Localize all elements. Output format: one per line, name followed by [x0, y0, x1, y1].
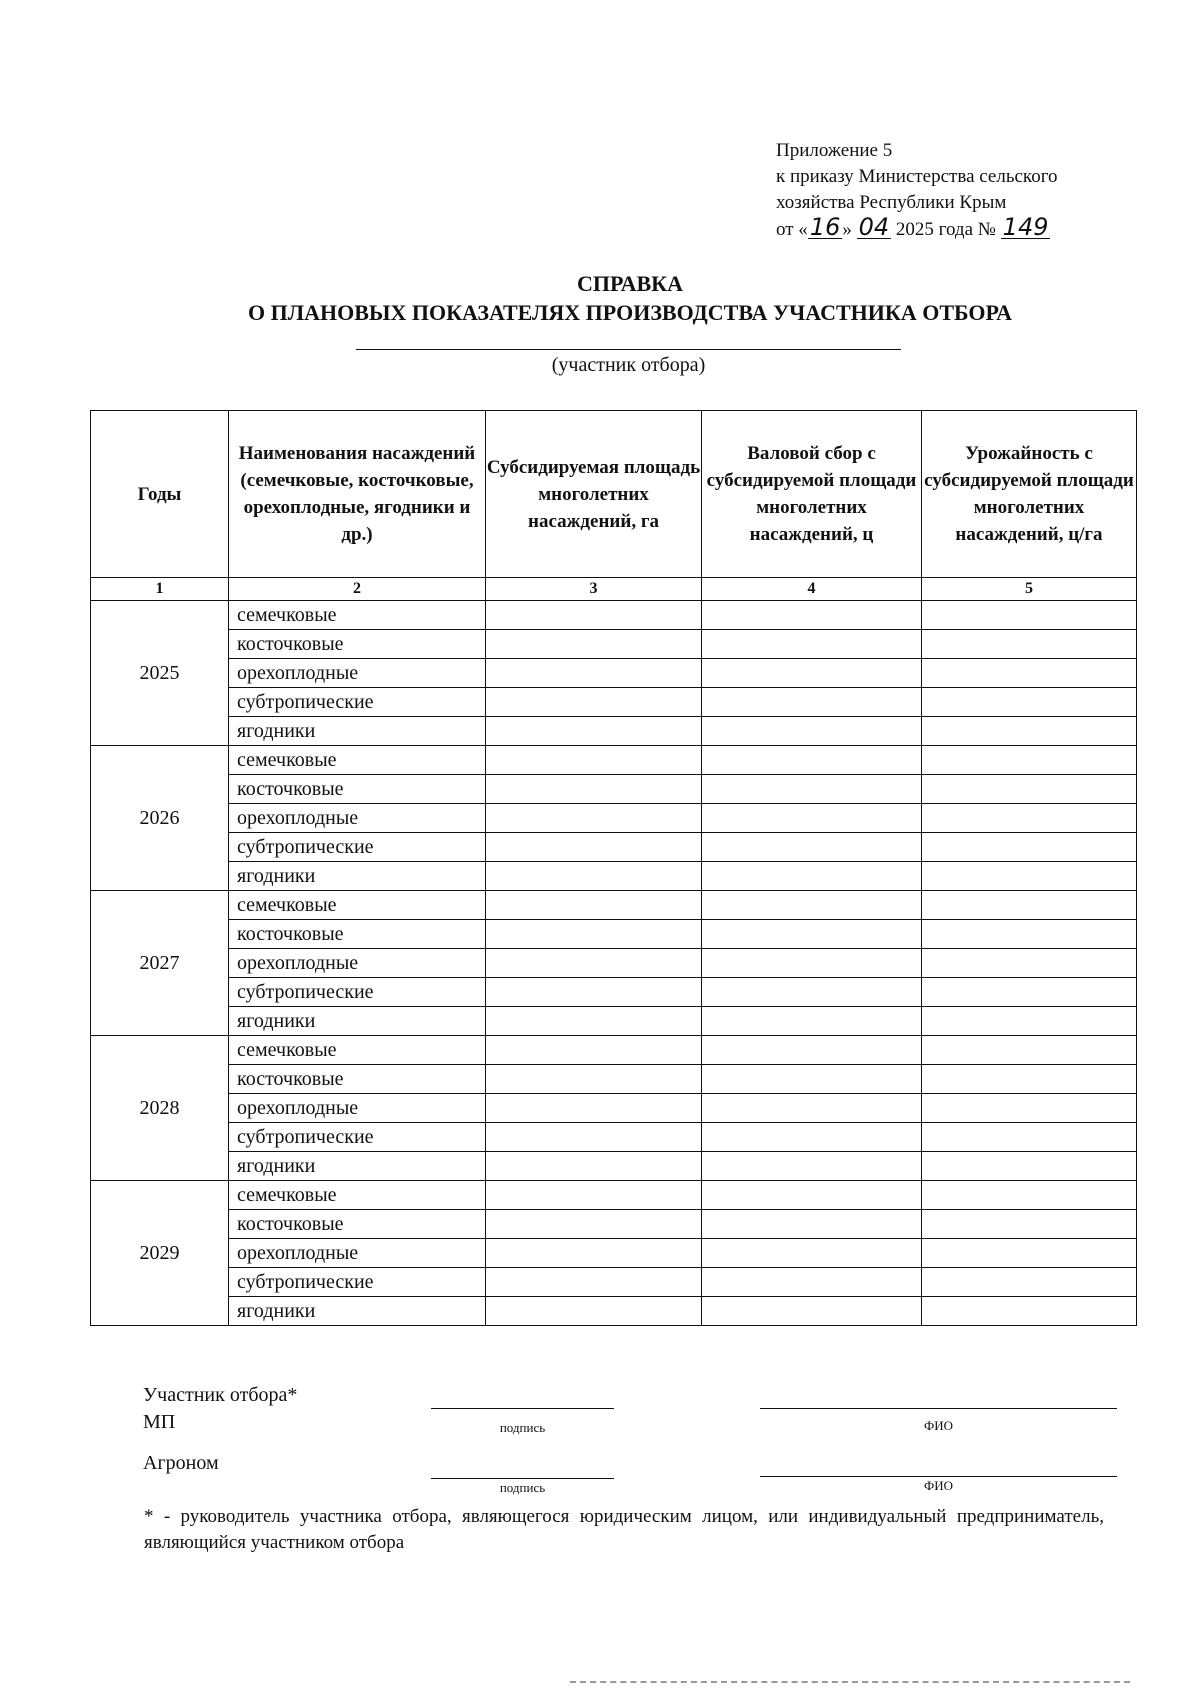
yield-cell[interactable] — [922, 1007, 1137, 1036]
yield-cell[interactable] — [922, 1297, 1137, 1326]
table-row — [91, 1268, 1137, 1297]
yield-cell[interactable] — [922, 1268, 1137, 1297]
area-cell[interactable] — [486, 804, 702, 833]
table-row — [91, 1094, 1137, 1123]
area-cell[interactable] — [486, 1297, 702, 1326]
yield-cell[interactable] — [922, 1036, 1137, 1065]
yield-cell[interactable] — [922, 1065, 1137, 1094]
crop-cell: косточковые — [229, 775, 486, 804]
table-row — [91, 833, 1137, 862]
yield-cell[interactable] — [922, 659, 1137, 688]
area-cell[interactable] — [486, 1036, 702, 1065]
column-number: 1 — [91, 578, 229, 601]
participant-label: Участник отбора* — [143, 1384, 298, 1406]
column-number: 4 — [702, 578, 922, 601]
table-row — [91, 949, 1137, 978]
appendix-line-2: к приказу Министерства сельского — [776, 166, 1058, 187]
yield-cell[interactable] — [922, 833, 1137, 862]
crop-cell: ягодники — [229, 862, 486, 891]
gross-harvest-cell[interactable] — [702, 1268, 922, 1297]
table-row — [91, 717, 1137, 746]
year-cell: 2026 — [91, 746, 229, 891]
table-row — [91, 804, 1137, 833]
area-cell[interactable] — [486, 601, 702, 630]
area-cell[interactable] — [486, 659, 702, 688]
area-cell[interactable] — [486, 1268, 702, 1297]
area-cell[interactable] — [486, 746, 702, 775]
gross-harvest-cell[interactable] — [702, 1239, 922, 1268]
crop-cell: орехоплодные — [229, 659, 486, 688]
appendix-line-3: хозяйства Республики Крым — [776, 192, 1007, 213]
agronomist-name-line — [760, 1476, 1117, 1477]
participant-name-caption: ФИО — [923, 1418, 954, 1433]
participant-caption: (участник отбора) — [551, 354, 706, 376]
participant-signature-line — [431, 1408, 614, 1409]
document-subtitle: О ПЛАНОВЫХ ПОКАЗАТЕЛЯХ ПРОИЗВОДСТВА УЧАСТНИКА ОТБОРА — [247, 300, 1013, 325]
crop-cell: семечковые — [229, 601, 486, 630]
crop-cell: семечковые — [229, 1181, 486, 1210]
gross-harvest-cell[interactable] — [702, 630, 922, 659]
gross-harvest-cell[interactable] — [702, 891, 922, 920]
area-cell[interactable] — [486, 949, 702, 978]
handwritten-day: 16 — [809, 213, 841, 241]
handwritten-month: 04 — [858, 213, 890, 241]
gross-harvest-cell[interactable] — [702, 833, 922, 862]
crop-cell: косточковые — [229, 1210, 486, 1239]
gross-harvest-cell[interactable] — [702, 920, 922, 949]
stamp-label: МП — [143, 1411, 176, 1433]
area-cell[interactable] — [486, 920, 702, 949]
table-row — [91, 775, 1137, 804]
table-row — [91, 1065, 1137, 1094]
area-cell[interactable] — [486, 833, 702, 862]
area-cell[interactable] — [486, 1152, 702, 1181]
gross-harvest-cell[interactable] — [702, 1297, 922, 1326]
area-cell[interactable] — [486, 862, 702, 891]
yield-cell[interactable] — [922, 1152, 1137, 1181]
crop-cell: ягодники — [229, 1152, 486, 1181]
crop-cell: орехоплодные — [229, 1239, 486, 1268]
gross-harvest-cell[interactable] — [702, 1065, 922, 1094]
crop-cell: косточковые — [229, 630, 486, 659]
date-year-text: 2025 года № — [895, 219, 996, 240]
gross-harvest-cell[interactable] — [702, 978, 922, 1007]
gross-harvest-cell[interactable] — [702, 1123, 922, 1152]
gross-harvest-cell[interactable] — [702, 949, 922, 978]
yield-cell[interactable] — [922, 688, 1137, 717]
area-cell[interactable] — [486, 1181, 702, 1210]
area-cell[interactable] — [486, 1094, 702, 1123]
gross-harvest-cell[interactable] — [702, 804, 922, 833]
header-years: Годы — [91, 411, 229, 578]
yield-cell[interactable] — [922, 978, 1137, 1007]
gross-harvest-cell[interactable] — [702, 717, 922, 746]
gross-harvest-cell[interactable] — [702, 1007, 922, 1036]
yield-cell[interactable] — [922, 601, 1137, 630]
yield-cell[interactable] — [922, 1181, 1137, 1210]
column-number: 3 — [486, 578, 702, 601]
agronomist-label: Агроном — [143, 1452, 219, 1474]
crop-cell: косточковые — [229, 1065, 486, 1094]
year-cell: 2025 — [91, 601, 229, 746]
crop-cell: субтропические — [229, 978, 486, 1007]
yield-cell[interactable] — [922, 1094, 1137, 1123]
agronomist-signature-line — [431, 1478, 614, 1479]
gross-harvest-cell[interactable] — [702, 1094, 922, 1123]
gross-harvest-cell[interactable] — [702, 862, 922, 891]
table-row — [91, 688, 1137, 717]
table-row — [91, 862, 1137, 891]
crop-cell: орехоплодные — [229, 949, 486, 978]
table-body — [91, 601, 1137, 1326]
yield-cell[interactable] — [922, 920, 1137, 949]
appendix-block — [776, 138, 1176, 243]
yield-cell[interactable] — [922, 891, 1137, 920]
crop-cell: субтропические — [229, 1123, 486, 1152]
yield-cell[interactable] — [922, 949, 1137, 978]
crop-cell: семечковые — [229, 1036, 486, 1065]
table-row — [91, 746, 1137, 775]
crop-cell: ягодники — [229, 1007, 486, 1036]
yield-cell[interactable] — [922, 1239, 1137, 1268]
indicators-table — [90, 410, 1137, 1326]
column-number: 5 — [922, 578, 1137, 601]
table-row — [91, 1123, 1137, 1152]
table-row — [91, 1152, 1137, 1181]
yield-cell[interactable] — [922, 1123, 1137, 1152]
area-cell[interactable] — [486, 717, 702, 746]
header-yield: Урожайность с субсидируемой площади многолетних насаждений, ц/га — [922, 411, 1137, 578]
area-cell[interactable] — [486, 978, 702, 1007]
gross-harvest-cell[interactable] — [702, 659, 922, 688]
table-row — [91, 630, 1137, 659]
area-cell[interactable] — [486, 630, 702, 659]
area-cell[interactable] — [486, 688, 702, 717]
crop-cell: орехоплодные — [229, 1094, 486, 1123]
table-row — [91, 1181, 1137, 1210]
year-cell: 2029 — [91, 1181, 229, 1326]
gross-harvest-cell[interactable] — [702, 688, 922, 717]
gross-harvest-cell[interactable] — [702, 1036, 922, 1065]
agronomist-signature-caption: подпись — [499, 1480, 546, 1495]
crop-cell: орехоплодные — [229, 804, 486, 833]
table-row — [91, 891, 1137, 920]
appendix-line-1: Приложение 5 — [776, 140, 893, 161]
participant-signature-caption: подпись — [499, 1420, 546, 1435]
crop-cell: ягодники — [229, 1297, 486, 1326]
header-plantings: Наименования насаждений (семечковые, косточковые, орехоплодные, ягодники и др.) — [229, 411, 486, 578]
yield-cell[interactable] — [922, 746, 1137, 775]
crop-cell: косточковые — [229, 920, 486, 949]
crop-cell: субтропические — [229, 1268, 486, 1297]
column-number: 2 — [229, 578, 486, 601]
gross-harvest-cell[interactable] — [702, 601, 922, 630]
participant-name-line — [760, 1408, 1117, 1409]
crop-cell: субтропические — [229, 833, 486, 862]
area-cell[interactable] — [486, 775, 702, 804]
column-number-row — [91, 578, 1137, 601]
yield-cell[interactable] — [922, 804, 1137, 833]
table-row — [91, 1239, 1137, 1268]
area-cell[interactable] — [486, 1123, 702, 1152]
document-title: СПРАВКА — [576, 271, 684, 296]
crop-cell: семечковые — [229, 746, 486, 775]
table-row — [91, 1297, 1137, 1326]
gross-harvest-cell[interactable] — [702, 746, 922, 775]
agronomist-name-caption: ФИО — [923, 1478, 954, 1493]
area-cell[interactable] — [486, 1239, 702, 1268]
year-cell: 2028 — [91, 1036, 229, 1181]
header-gross-harvest: Валовой сбор с субсидируемой площади многолетних насаждений, ц — [702, 411, 922, 578]
appendix-date-line — [776, 213, 1176, 243]
yield-cell[interactable] — [922, 862, 1137, 891]
yield-cell[interactable] — [922, 775, 1137, 804]
footnote: * - руководитель участника отбора, являющегося юридическим лицом, или индивидуальный предприниматель, являющийся участником отбора — [144, 1506, 1104, 1553]
header-area: Субсидируемая площадь многолетних насаждений, га — [486, 411, 702, 578]
table-header-row — [91, 411, 1137, 578]
year-cell: 2027 — [91, 891, 229, 1036]
crop-cell: ягодники — [229, 717, 486, 746]
participant-blank-line — [356, 349, 901, 350]
gross-harvest-cell[interactable] — [702, 1152, 922, 1181]
handwritten-number: 149 — [1002, 213, 1049, 241]
area-cell[interactable] — [486, 1210, 702, 1239]
table-row — [91, 1210, 1137, 1239]
crop-cell: субтропические — [229, 688, 486, 717]
area-cell[interactable] — [486, 1065, 702, 1094]
table-row — [91, 920, 1137, 949]
gross-harvest-cell[interactable] — [702, 775, 922, 804]
area-cell[interactable] — [486, 891, 702, 920]
crop-cell: семечковые — [229, 891, 486, 920]
scan-artifact-divider — [570, 1681, 1130, 1686]
table-row — [91, 978, 1137, 1007]
yield-cell[interactable] — [922, 630, 1137, 659]
table-row — [91, 601, 1137, 630]
gross-harvest-cell[interactable] — [702, 1181, 922, 1210]
table-row — [91, 659, 1137, 688]
date-prefix: от « — [776, 219, 808, 240]
table-row — [91, 1007, 1137, 1036]
yield-cell[interactable] — [922, 1210, 1137, 1239]
table-row — [91, 1036, 1137, 1065]
yield-cell[interactable] — [922, 717, 1137, 746]
area-cell[interactable] — [486, 1007, 702, 1036]
gross-harvest-cell[interactable] — [702, 1210, 922, 1239]
date-mid: » — [842, 219, 852, 240]
